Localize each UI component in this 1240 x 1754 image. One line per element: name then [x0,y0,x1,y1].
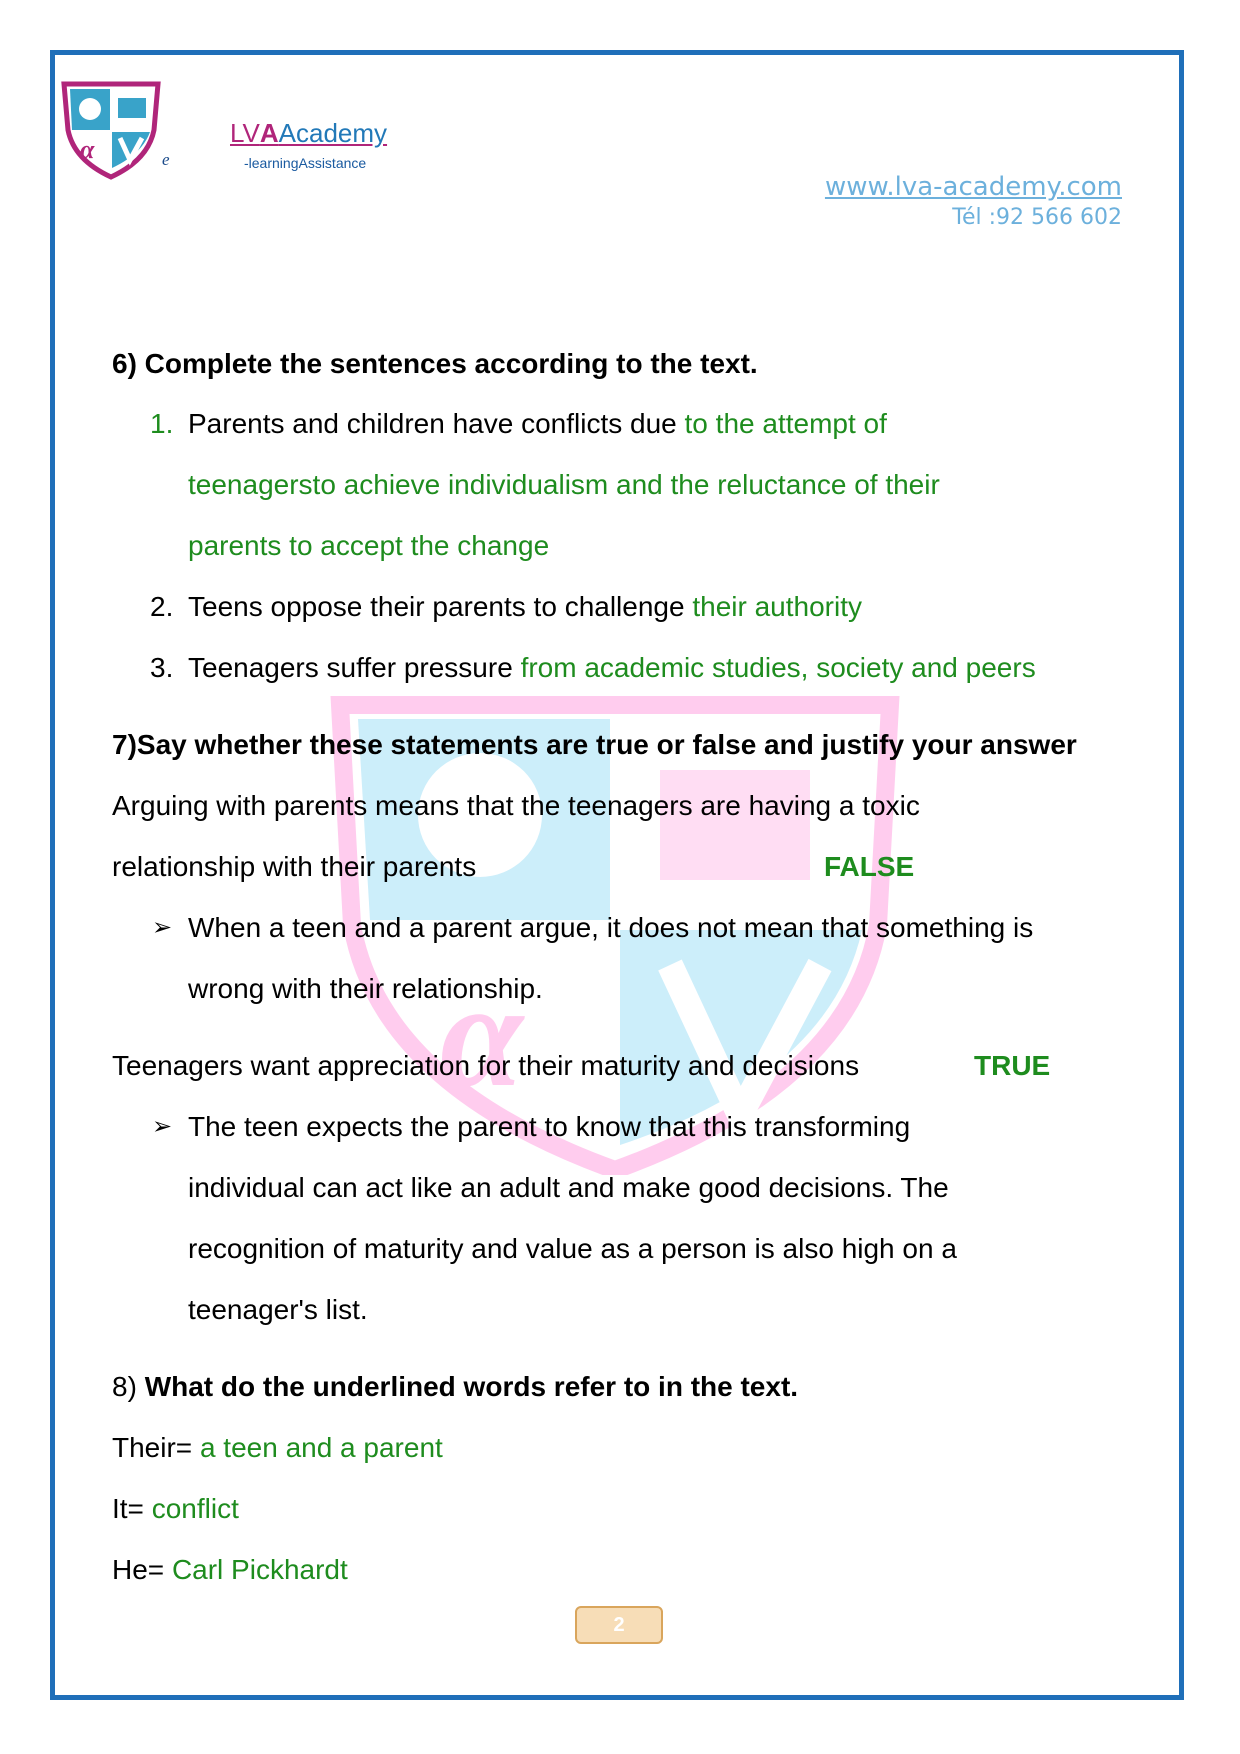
list-item: Parents and children have conflicts due to the attempt of [188,408,887,439]
answer-text: parents to accept the change [188,530,550,561]
svg-text:α: α [440,952,523,1118]
arrow-bullet-icon: ➢ [152,914,173,941]
list-number: 2. [150,591,174,622]
statement-text: Teenagers want appreciation for their maturity and decisions [112,1050,860,1081]
list-item: Teens oppose their parents to challenge their authority [188,591,862,622]
reference-row: It= conflict [112,1493,239,1524]
question-8-title: 8) What do the underlined words refer to in the text. [112,1371,799,1402]
website-link[interactable]: www.lva-academy.com [824,172,1122,202]
svg-text:α: α [80,135,95,164]
page-number-badge: 2 [575,1606,663,1644]
list-item: Teenagers suffer pressure from academic studies, society and peers [188,652,1036,683]
justification-text: When a teen and a parent argue, it does not mean that something is [188,912,1034,943]
statement-text: Arguing with parents means that the teenagers are having a toxic [112,790,920,821]
verdict-false: FALSE [824,851,915,882]
logo-e-letter: e [162,150,170,169]
reference-row: He= Carl Pickhardt [112,1554,348,1585]
verdict-true: TRUE [974,1050,1051,1081]
question-7-title: 7)Say whether these statements are true or false and justify your answer [112,729,1077,760]
academy-logo-icon [58,80,164,180]
arrow-bullet-icon: ➢ [152,1113,173,1140]
justification-text: teenager's list. [188,1294,368,1325]
brand-name: LVAAcademy [230,118,388,148]
justification-text: recognition of maturity and value as a person is also high on a [188,1233,957,1264]
justification-text: individual can act like an adult and make good decisions. The [188,1172,949,1203]
answer-text: teenagersto achieve individualism and the reluctance of their [188,469,940,500]
phone-number: Tél :92 566 602 [952,205,1122,230]
list-number: 3. [150,652,174,683]
list-number: 1. [150,408,174,439]
question-6-title: 6) Complete the sentences according to the text. [112,348,758,379]
brand-tagline: -learningAssistance [244,155,367,171]
justification-text: The teen expects the parent to know that this transforming [188,1111,911,1142]
reference-row: Their= a teen and a parent [112,1432,443,1463]
justification-text: wrong with their relationship. [188,973,543,1004]
statement-text: relationship with their parents [112,851,477,882]
